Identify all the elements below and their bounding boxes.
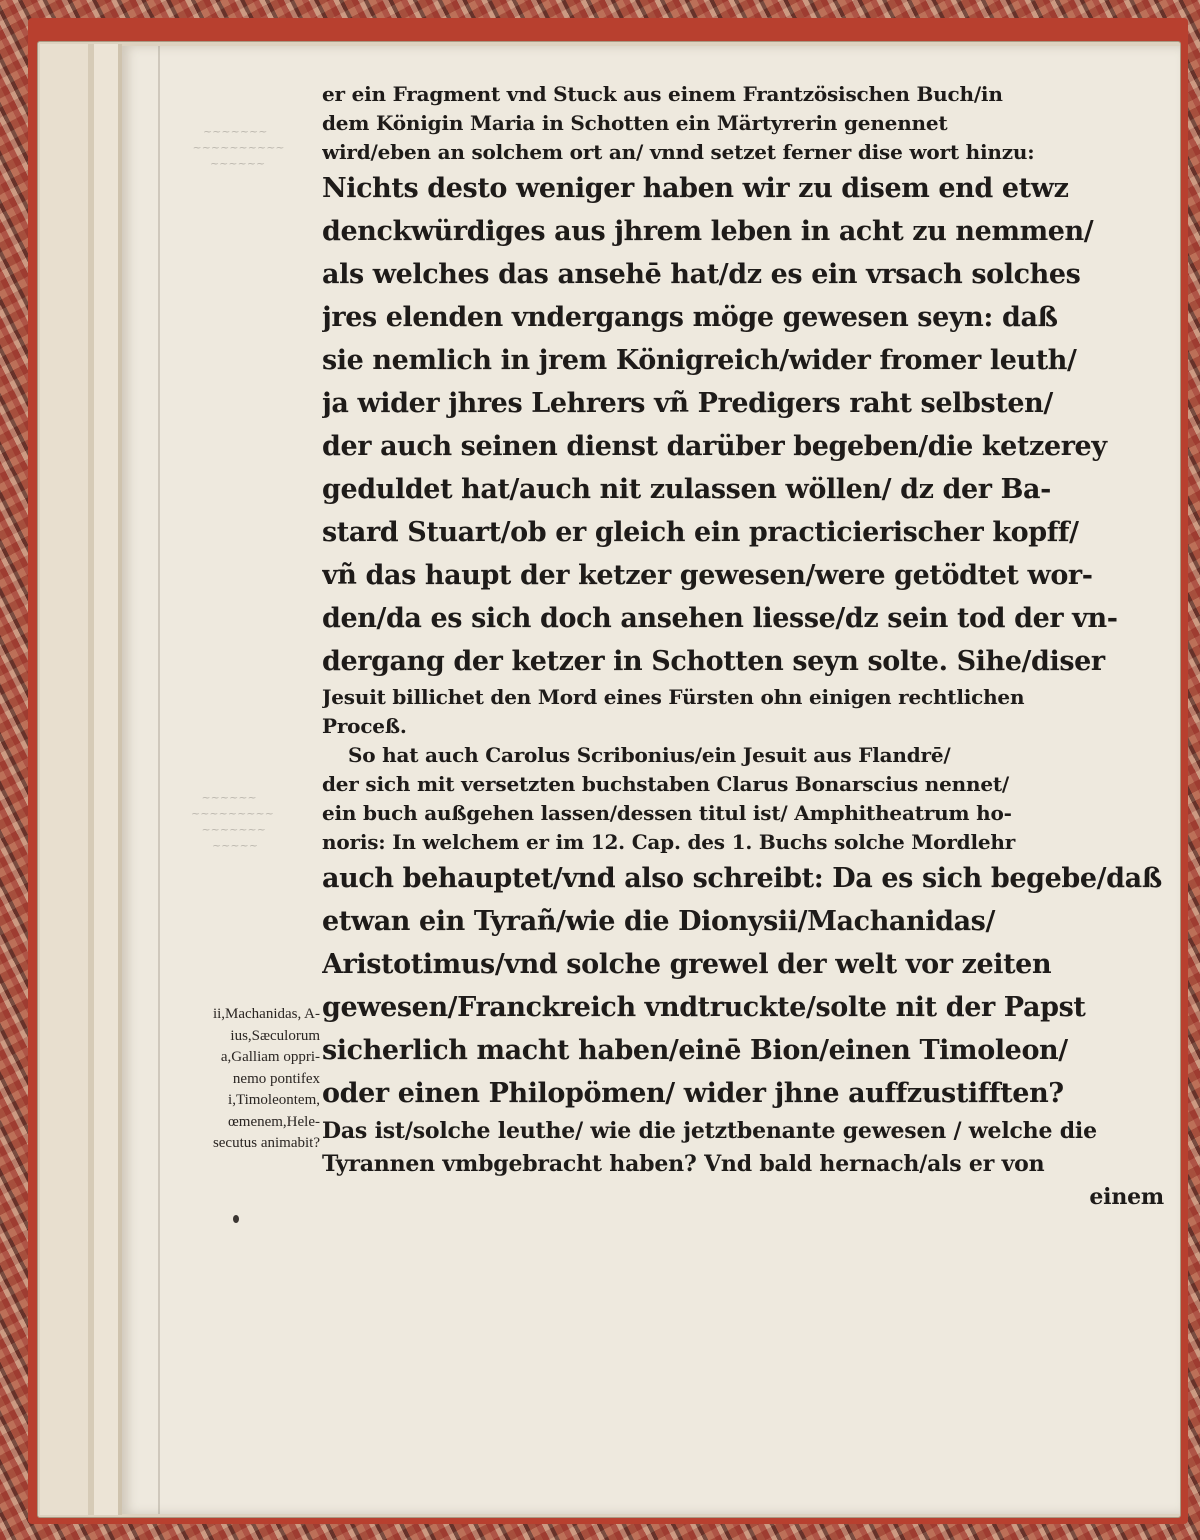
text-line: Nichts desto weniger haben wir zu disem end etwz xyxy=(322,173,1069,204)
page-fold xyxy=(158,46,160,1514)
show-through-note: ~~~~~~ ~~~~~~~~~ ~~~~~~~ ~~~~~ xyxy=(190,791,274,852)
marginal-note-line: secutus animabit? xyxy=(212,1135,320,1151)
text-line: dem Königin Maria in Schotten ein Märtyrerin genennet xyxy=(322,111,948,135)
text-line: als welches das ansehē hat/dz es ein vrsach solches xyxy=(322,259,1081,290)
text-line: ja wider jhres Lehrers vñ Predigers raht selbsten/ xyxy=(322,388,1053,419)
marginal-note-line: a,Galliam oppri- xyxy=(220,1049,320,1065)
marginal-note-line: ius,Sæculorum xyxy=(230,1027,320,1044)
text-line: jres elenden vndergangs möge gewesen seyn: daß xyxy=(322,302,1058,333)
paragraph-start: So hat auch Carolus Scribonius/ein Jesuit aus Flandrē/ xyxy=(348,743,951,767)
show-through-note: ~~~~~~~ ~~~~~~~~~~ ~~~~~~ xyxy=(192,125,285,170)
text-line: oder einen Philopömen/ wider jhne auffzustifften? xyxy=(322,1078,1064,1109)
text-line: denckwürdiges aus jhrem leben in acht zu nemmen/ xyxy=(322,216,1094,247)
text-line: Jesuit billichet den Mord eines Fürsten ohn einigen rechtlichen xyxy=(322,685,1025,709)
page-edges xyxy=(40,44,122,1515)
text-line: den/da es sich doch ansehen liesse/dz sein tod der vn- xyxy=(322,603,1118,634)
marginal-note-line: nemo pontifex xyxy=(232,1070,320,1087)
marginal-note xyxy=(164,1004,320,1155)
text-line: etwan ein Tyrañ/wie die Dionysii/Machanidas/ xyxy=(322,906,995,937)
main-text xyxy=(322,80,1164,1214)
text-line: Proceß. xyxy=(322,714,407,738)
text-line: noris: In welchem er im 12. Cap. des 1. Buchs solche Mordlehr xyxy=(322,830,1016,854)
text-line: ein buch außgehen lassen/dessen titul ist/ Amphitheatrum ho- xyxy=(322,801,1012,825)
text-line: er ein Fragment vnd Stuck aus einem Frantzösischen Buch/in xyxy=(322,82,1003,106)
marginal-note-line: œmenem,Hele- xyxy=(227,1113,320,1130)
marginal-note-line: i,Timoleontem, xyxy=(228,1092,320,1108)
text-line: gewesen/Franckreich vndtruckte/solte nit der Papst xyxy=(322,992,1086,1023)
text-line: der auch seinen dienst darüber begeben/die ketzerey xyxy=(322,431,1107,462)
text-line: dergang der ketzer in Schotten seyn solte. Sihe/diser xyxy=(322,646,1105,677)
text-line: auch behauptet/vnd also schreibt: Da es sich begebe/daß xyxy=(322,863,1162,894)
text-line: Das ist/solche leuthe/ wie die jetztbenante gewesen / welche die xyxy=(322,1118,1097,1144)
text-line: vñ das haupt der ketzer gewesen/were getödtet wor- xyxy=(322,560,1093,591)
text-line: Aristotimus/vnd solche grewel der welt vor zeiten xyxy=(322,949,1052,980)
text-line: wird/eben an solchem ort an/ vnnd setzet ferner dise wort hinzu: xyxy=(322,140,1035,164)
text-line: sicherlich macht haben/einē Bion/einen Timoleon/ xyxy=(322,1035,1068,1066)
text-line: der sich mit versetzten buchstaben Clarus Bonarscius nennet/ xyxy=(322,772,1010,796)
text-line: geduldet hat/auch nit zulassen wöllen/ dz der Ba- xyxy=(322,474,1051,505)
text-line: sie nemlich in jrem Königreich/wider fromer leuth/ xyxy=(322,345,1077,376)
text-line: Tyrannen vmbgebracht haben? Vnd bald hernach/als er von xyxy=(322,1151,1045,1177)
marginal-note-line: ii,Machanidas, A- xyxy=(212,1006,320,1022)
text-line: stard Stuart/ob er gleich ein practicierischer kopff/ xyxy=(322,517,1079,548)
ink-dot xyxy=(233,1215,239,1223)
catchword: einem xyxy=(1089,1184,1164,1210)
